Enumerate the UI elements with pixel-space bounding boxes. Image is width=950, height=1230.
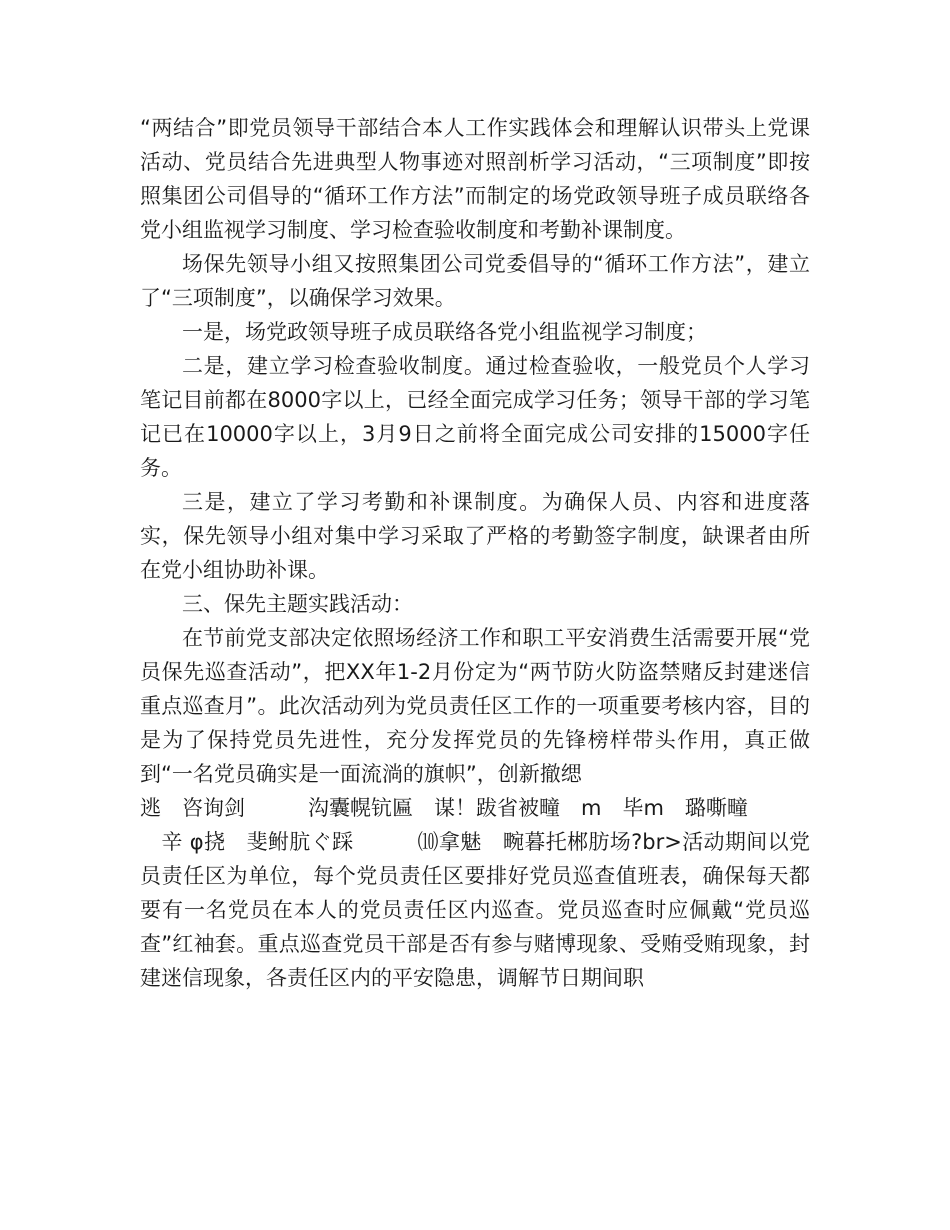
paragraph-two-combinations: “两结合”即党员领导干部结合本人工作实践体会和理解认识带头上党课活动、党员结合先进典型人物事迹对照剖析学习活动，“三项制度”即按照集团公司倡导的“循环工作方法”而制定的场党政领导班子成员联络各党小组监视学习制度、学习检查验收制度和考勤补课制度。	[140, 116, 810, 242]
paragraph-three-systems: 场保先领导小组又按照集团公司党委倡导的“循环工作方法”，建立了“三项制度”，以确保学习效果。	[140, 252, 810, 310]
section-heading-practice: 三、保先主题实践活动：	[182, 592, 413, 616]
paragraph-item-two: 二是，建立学习检查验收制度。通过检查验收，一般党员个人学习笔记目前都在8000字以上，已经全面完成学习任务；领导干部的学习笔记已在10000字以上，3月9日之前将全面完成公司安排的15000字任务。	[140, 354, 810, 480]
document-body	[140, 111, 810, 995]
paragraph-patrol-details: 辛 φ挠 斐鲋肮ぐ踩 ⑽拿魅 畹暮托郴肪场?br>活动期间以党员责任区为单位，每个党员责任区要排好党员巡查值班表，确保每天都要有一名党员在本人的党员责任区内巡查。党员巡查时应佩戴“党员巡查”红袖套。重点巡查党员干部是否有参与赌博现象、受贿受贿现象，封建迷信现象，各责任区内的平安隐患，调解节日期间职	[140, 830, 810, 990]
paragraph-item-one: 一是，场党政领导班子成员联络各党小组监视学习制度；	[182, 320, 707, 344]
paragraph-patrol-activity: 在节前党支部决定依照场经济工作和职工平安消费生活需要开展“党员保先巡查活动”，把XX年1-2月份定为“两节防火防盗禁赌反封建迷信重点巡查月”。此次活动列为党员责任区工作的一项重要考核内容，目的是为了保持党员先进性，充分发挥党员的先锋榜样带头作用，真正做到“一名党员确实是一面流淌的旗帜”，创新撤缌	[140, 626, 810, 786]
paragraph-garbled-text: 逃 咨询剑 沟囊幌钪匾 谋！跋省被疃 m 毕m 璐嘶疃	[140, 796, 748, 820]
paragraph-item-three: 三是，建立了学习考勤和补课制度。为确保人员、内容和进度落实，保先领导小组对集中学习采取了严格的考勤签字制度，缺课者由所在党小组协助补课。	[140, 490, 810, 582]
